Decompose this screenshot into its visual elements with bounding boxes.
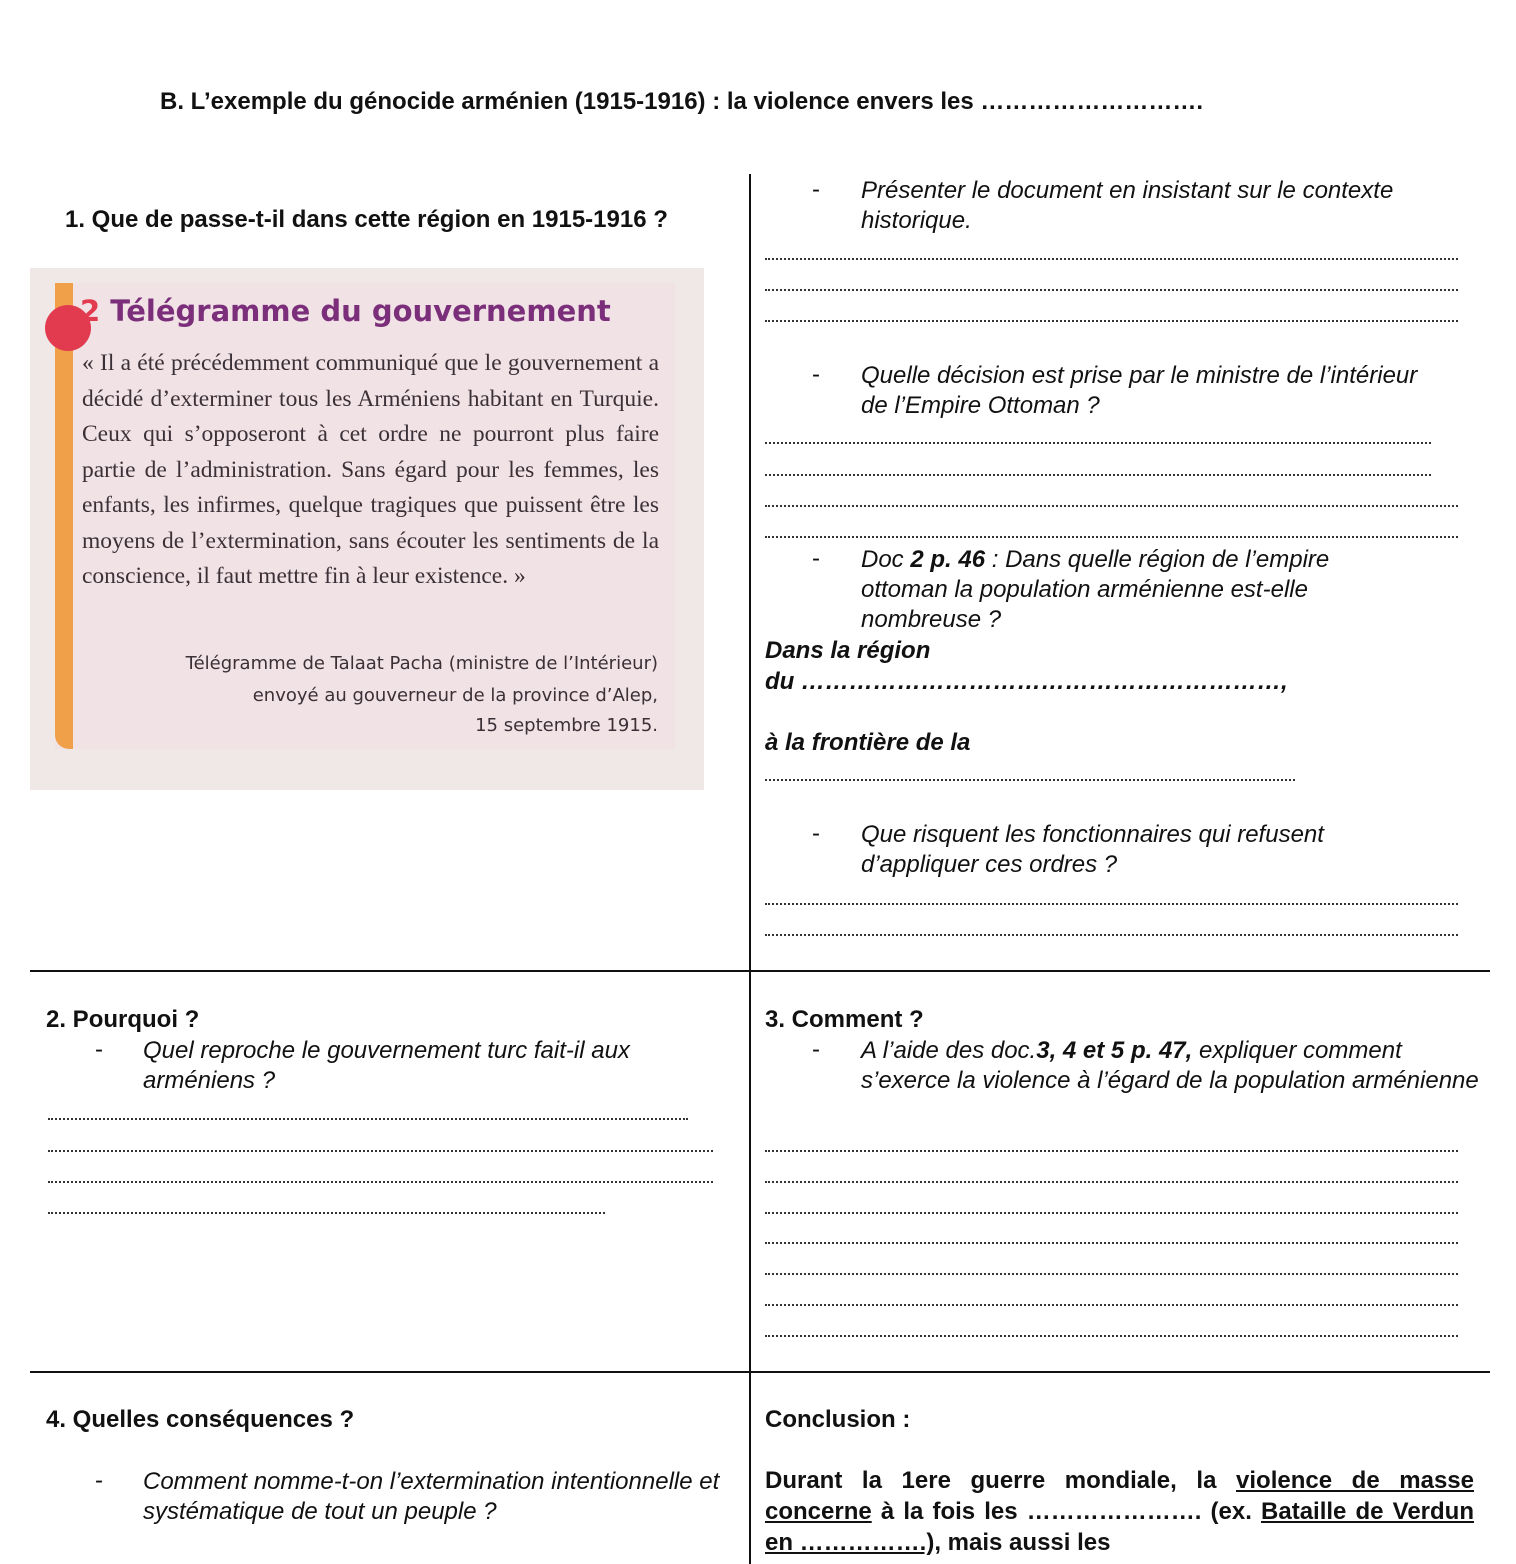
conclusion-heading: Conclusion : <box>765 1406 911 1433</box>
document-title-text: Télégramme du gouvernement <box>110 294 611 328</box>
answer-line <box>765 1273 1458 1275</box>
q3-question <box>861 1036 1486 1096</box>
answer-region-1: Dans la région <box>765 637 931 664</box>
answer-line <box>765 1335 1458 1337</box>
q4-heading: 4. Quelles conséquences ? <box>46 1406 355 1433</box>
q3-question-pre: A l’aide des doc. <box>861 1037 1037 1064</box>
row-divider-1 <box>30 970 1490 972</box>
q1-heading: 1. Que de passe-t-il dans cette région en 1915-1916 ? <box>65 206 668 233</box>
bullet-dash: - <box>812 820 820 847</box>
conclusion-underline-1: violence de masse concerne <box>765 1467 1475 1525</box>
answer-line <box>48 1181 713 1183</box>
bullet-dash: - <box>812 176 820 203</box>
document-number: 2 <box>80 294 101 328</box>
answer-line <box>765 505 1458 507</box>
answer-line <box>765 1242 1458 1244</box>
question-region <box>861 545 1421 635</box>
answer-line <box>765 1212 1458 1214</box>
bullet-dash: - <box>812 545 820 572</box>
answer-line <box>765 1181 1458 1183</box>
conclusion-text-2: à la fois les …………………. (ex. <box>871 1498 1262 1525</box>
q3-question-post: expliquer comment s’exerce la violence à l’égard de la population arménienne <box>861 1037 1479 1094</box>
question-region-ref-bold: 2 p. 46 <box>910 546 986 573</box>
answer-line <box>765 779 1295 781</box>
document-quote: « Il a été précédemment communiqué que le gouvernement a décidé d’exterminer tous les Arméniens habitant en Turquie. Ceux qui s’opposeront à cet ordre ne pourront plus faire partie de l’administration. Sans égard pour les femmes, les enfants, les infirmes, quelque tragiques que puissent être les moyens de l’extermination, sans écouter les sentiments de la conscience, il faut mettre fin à leur existence. » <box>82 350 659 589</box>
document-source-line-1: Télégramme de Talaat Pacha (ministre de l’Intérieur) <box>185 653 658 674</box>
question-fonctionnaires: Que risquent les fonctionnaires qui refusent d’appliquer ces ordres ? <box>861 821 1324 878</box>
question-present-document: Présenter le document en insistant sur le contexte historique. <box>861 177 1394 234</box>
answer-line <box>765 536 1458 538</box>
answer-region-2: du ……………………………………………………, <box>765 668 1288 695</box>
q2-heading: 2. Pourquoi ? <box>46 1006 200 1033</box>
answer-line <box>765 903 1458 905</box>
document-title <box>80 294 611 328</box>
q3-question-bold: 3, 4 et 5 p. 47, <box>1036 1037 1193 1064</box>
column-divider-bottom <box>749 1372 751 1564</box>
bullet-dash: - <box>95 1036 103 1063</box>
answer-line <box>765 934 1458 936</box>
row-divider-2 <box>30 1371 1490 1373</box>
answer-line <box>765 442 1431 444</box>
conclusion-text-1: Durant la 1ere guerre mondiale, la <box>765 1467 1237 1494</box>
bullet-dash: - <box>95 1467 103 1494</box>
q2-question: Quel reproche le gouvernement turc fait-il aux arméniens ? <box>143 1037 630 1094</box>
answer-line <box>765 289 1458 291</box>
question-region-rest: : Dans quelle région de l’empire ottoman la population arménienne est-elle nombreuse ? <box>861 546 1330 633</box>
answer-line <box>48 1118 688 1120</box>
question-region-ref: Doc <box>861 546 911 573</box>
answer-line <box>765 320 1458 322</box>
column-divider-middle <box>749 972 751 1372</box>
q4-question: Comment nomme-t-on l’extermination intentionnelle et systématique de tout un peuple ? <box>143 1468 720 1525</box>
answer-line <box>765 1304 1458 1306</box>
document-accent-bar <box>55 283 73 749</box>
column-divider-top <box>749 174 751 972</box>
conclusion-text-3: mais aussi les <box>941 1529 1111 1556</box>
question-decision: Quelle décision est prise par le ministre de l’intérieur de l’Empire Ottoman ? <box>861 362 1418 419</box>
conclusion-text <box>765 1465 1474 1558</box>
answer-line <box>765 474 1431 476</box>
answer-line <box>48 1212 605 1214</box>
page-title: B. L’exemple du génocide arménien (1915-1916) : la violence envers les ………………………. <box>160 88 1204 115</box>
conclusion-underline-2: Bataille de Verdun en …………….), <box>765 1498 1474 1556</box>
bullet-dash: - <box>812 361 820 388</box>
document-source-line-3: 15 septembre 1915. <box>475 715 658 736</box>
answer-line <box>765 258 1458 260</box>
answer-line <box>48 1150 713 1152</box>
q3-heading: 3. Comment ? <box>765 1006 924 1033</box>
answer-region-3: à la frontière de la <box>765 729 971 756</box>
document-source-line-2: envoyé au gouverneur de la province d’Alep, <box>252 685 658 706</box>
answer-line <box>765 1150 1458 1152</box>
bullet-dash: - <box>812 1036 820 1063</box>
